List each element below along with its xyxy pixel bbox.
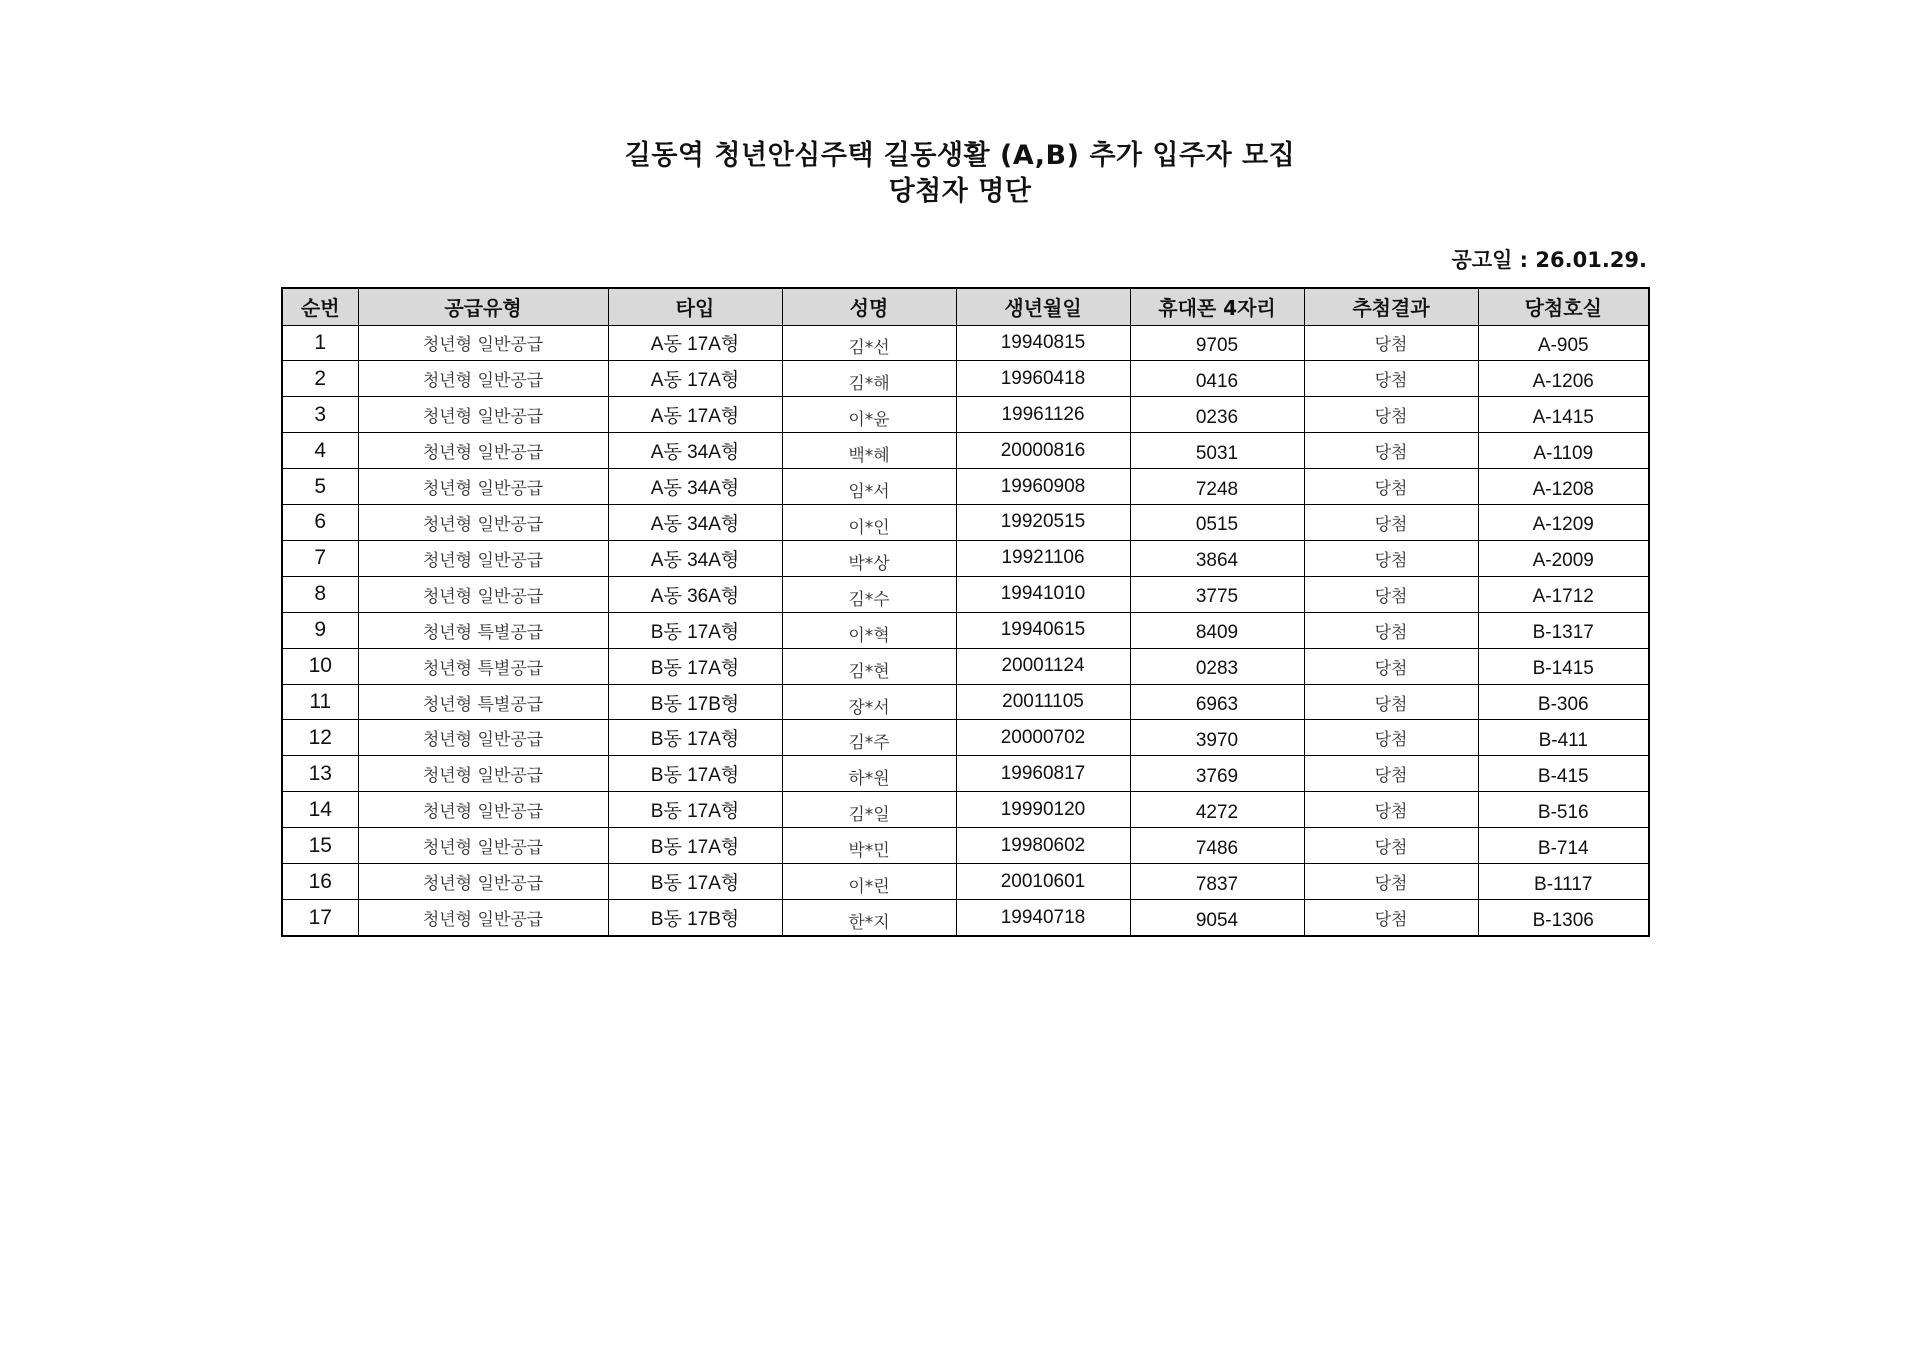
cell-draw-result: 당첨 xyxy=(1304,576,1478,612)
cell-phone-last4: 7486 xyxy=(1130,828,1304,864)
cell-phone-last4: 0236 xyxy=(1130,397,1304,433)
cell-unit-type: A동 34A형 xyxy=(608,433,782,469)
cell-name: 김*해 xyxy=(782,361,956,397)
cell-seq: 15 xyxy=(282,828,358,864)
cell-supply-type: 청년형 일반공급 xyxy=(358,325,608,361)
cell-phone-last4: 5031 xyxy=(1130,433,1304,469)
cell-birthdate: 20011105 xyxy=(956,684,1130,720)
cell-draw-result: 당첨 xyxy=(1304,540,1478,576)
cell-seq: 7 xyxy=(282,540,358,576)
cell-seq: 4 xyxy=(282,433,358,469)
cell-assigned-room: A-2009 xyxy=(1478,540,1649,576)
cell-name: 이*인 xyxy=(782,505,956,541)
cell-name: 김*선 xyxy=(782,325,956,361)
cell-draw-result: 당첨 xyxy=(1304,720,1478,756)
cell-seq: 3 xyxy=(282,397,358,433)
cell-assigned-room: A-1206 xyxy=(1478,361,1649,397)
cell-name: 김*수 xyxy=(782,576,956,612)
cell-unit-type: B동 17A형 xyxy=(608,792,782,828)
cell-birthdate: 20000816 xyxy=(956,433,1130,469)
cell-unit-type: B동 17B형 xyxy=(608,900,782,937)
col-header-unit-type: 타입 xyxy=(608,288,782,325)
cell-draw-result: 당첨 xyxy=(1304,864,1478,900)
col-header-draw-result: 추첨결과 xyxy=(1304,288,1478,325)
cell-assigned-room: B-1306 xyxy=(1478,900,1649,937)
cell-name: 김*현 xyxy=(782,648,956,684)
col-header-seq: 순번 xyxy=(282,288,358,325)
cell-unit-type: A동 34A형 xyxy=(608,505,782,541)
table-row xyxy=(282,540,1649,576)
cell-assigned-room: A-1415 xyxy=(1478,397,1649,433)
cell-birthdate: 19960418 xyxy=(956,361,1130,397)
cell-birthdate: 19941010 xyxy=(956,576,1130,612)
table-row xyxy=(282,397,1649,433)
cell-phone-last4: 7248 xyxy=(1130,469,1304,505)
cell-draw-result: 당첨 xyxy=(1304,325,1478,361)
cell-draw-result: 당첨 xyxy=(1304,505,1478,541)
cell-assigned-room: B-1117 xyxy=(1478,864,1649,900)
cell-seq: 12 xyxy=(282,720,358,756)
cell-name: 장*서 xyxy=(782,684,956,720)
cell-birthdate: 19940718 xyxy=(956,900,1130,937)
notice-date: 공고일 : 26.01.29. xyxy=(1451,248,1647,272)
cell-name: 하*원 xyxy=(782,756,956,792)
cell-draw-result: 당첨 xyxy=(1304,433,1478,469)
table-row xyxy=(282,864,1649,900)
cell-unit-type: B동 17B형 xyxy=(608,684,782,720)
cell-assigned-room: A-1208 xyxy=(1478,469,1649,505)
cell-phone-last4: 9054 xyxy=(1130,900,1304,937)
cell-supply-type: 청년형 일반공급 xyxy=(358,828,608,864)
cell-name: 김*일 xyxy=(782,792,956,828)
table-row xyxy=(282,792,1649,828)
cell-supply-type: 청년형 일반공급 xyxy=(358,361,608,397)
cell-birthdate: 19940615 xyxy=(956,612,1130,648)
cell-unit-type: B동 17A형 xyxy=(608,828,782,864)
cell-phone-last4: 0416 xyxy=(1130,361,1304,397)
cell-draw-result: 당첨 xyxy=(1304,900,1478,937)
table-row xyxy=(282,612,1649,648)
cell-name: 임*서 xyxy=(782,469,956,505)
cell-supply-type: 청년형 일반공급 xyxy=(358,397,608,433)
cell-unit-type: B동 17A형 xyxy=(608,612,782,648)
cell-phone-last4: 3970 xyxy=(1130,720,1304,756)
cell-assigned-room: B-714 xyxy=(1478,828,1649,864)
table-row xyxy=(282,433,1649,469)
cell-seq: 11 xyxy=(282,684,358,720)
cell-assigned-room: B-1317 xyxy=(1478,612,1649,648)
cell-supply-type: 청년형 특별공급 xyxy=(358,612,608,648)
cell-assigned-room: A-905 xyxy=(1478,325,1649,361)
cell-supply-type: 청년형 일반공급 xyxy=(358,469,608,505)
cell-assigned-room: B-415 xyxy=(1478,756,1649,792)
cell-birthdate: 19940815 xyxy=(956,325,1130,361)
cell-unit-type: A동 17A형 xyxy=(608,397,782,433)
cell-seq: 14 xyxy=(282,792,358,828)
cell-draw-result: 당첨 xyxy=(1304,684,1478,720)
table-row xyxy=(282,648,1649,684)
col-header-name: 성명 xyxy=(782,288,956,325)
cell-assigned-room: B-1415 xyxy=(1478,648,1649,684)
cell-draw-result: 당첨 xyxy=(1304,792,1478,828)
cell-phone-last4: 0515 xyxy=(1130,505,1304,541)
cell-birthdate: 20001124 xyxy=(956,648,1130,684)
cell-draw-result: 당첨 xyxy=(1304,648,1478,684)
cell-assigned-room: A-1712 xyxy=(1478,576,1649,612)
table-row xyxy=(282,900,1649,937)
cell-birthdate: 19980602 xyxy=(956,828,1130,864)
cell-name: 이*윤 xyxy=(782,397,956,433)
title-line-1: 길동역 청년안심주택 길동생활 (A,B) 추가 입주자 모집 xyxy=(624,140,1296,171)
cell-phone-last4: 4272 xyxy=(1130,792,1304,828)
cell-birthdate: 19960908 xyxy=(956,469,1130,505)
cell-supply-type: 청년형 일반공급 xyxy=(358,576,608,612)
table-row xyxy=(282,828,1649,864)
cell-supply-type: 청년형 일반공급 xyxy=(358,433,608,469)
cell-seq: 16 xyxy=(282,864,358,900)
cell-draw-result: 당첨 xyxy=(1304,828,1478,864)
cell-seq: 10 xyxy=(282,648,358,684)
cell-seq: 6 xyxy=(282,505,358,541)
cell-unit-type: A동 34A형 xyxy=(608,469,782,505)
col-header-phone-last4: 휴대폰 4자리 xyxy=(1130,288,1304,325)
cell-supply-type: 청년형 일반공급 xyxy=(358,505,608,541)
cell-phone-last4: 0283 xyxy=(1130,648,1304,684)
cell-assigned-room: A-1209 xyxy=(1478,505,1649,541)
cell-name: 박*상 xyxy=(782,540,956,576)
cell-phone-last4: 8409 xyxy=(1130,612,1304,648)
cell-unit-type: A동 17A형 xyxy=(608,361,782,397)
cell-draw-result: 당첨 xyxy=(1304,756,1478,792)
cell-unit-type: B동 17A형 xyxy=(608,756,782,792)
cell-draw-result: 당첨 xyxy=(1304,469,1478,505)
cell-phone-last4: 3864 xyxy=(1130,540,1304,576)
cell-seq: 5 xyxy=(282,469,358,505)
cell-phone-last4: 6963 xyxy=(1130,684,1304,720)
cell-assigned-room: B-411 xyxy=(1478,720,1649,756)
table-row xyxy=(282,576,1649,612)
cell-draw-result: 당첨 xyxy=(1304,612,1478,648)
cell-birthdate: 20000702 xyxy=(956,720,1130,756)
cell-seq: 8 xyxy=(282,576,358,612)
cell-supply-type: 청년형 일반공급 xyxy=(358,900,608,937)
col-header-supply-type: 공급유형 xyxy=(358,288,608,325)
cell-unit-type: A동 34A형 xyxy=(608,540,782,576)
cell-name: 박*민 xyxy=(782,828,956,864)
cell-supply-type: 청년형 일반공급 xyxy=(358,792,608,828)
title-line-2: 당첨자 명단 xyxy=(888,176,1032,207)
cell-seq: 13 xyxy=(282,756,358,792)
table-header-row xyxy=(282,288,1649,325)
cell-birthdate: 19961126 xyxy=(956,397,1130,433)
cell-birthdate: 19990120 xyxy=(956,792,1130,828)
cell-name: 김*주 xyxy=(782,720,956,756)
table-row xyxy=(282,361,1649,397)
cell-unit-type: A동 17A형 xyxy=(608,325,782,361)
cell-supply-type: 청년형 특별공급 xyxy=(358,648,608,684)
cell-birthdate: 19920515 xyxy=(956,505,1130,541)
cell-birthdate: 19921106 xyxy=(956,540,1130,576)
col-header-birthdate: 생년월일 xyxy=(956,288,1130,325)
cell-phone-last4: 7837 xyxy=(1130,864,1304,900)
table-row xyxy=(282,684,1649,720)
cell-name: 백*혜 xyxy=(782,433,956,469)
cell-draw-result: 당첨 xyxy=(1304,361,1478,397)
table-row xyxy=(282,720,1649,756)
cell-assigned-room: B-516 xyxy=(1478,792,1649,828)
cell-supply-type: 청년형 일반공급 xyxy=(358,540,608,576)
cell-name: 이*린 xyxy=(782,864,956,900)
cell-supply-type: 청년형 일반공급 xyxy=(358,864,608,900)
col-header-assigned-room: 당첨호실 xyxy=(1478,288,1649,325)
cell-phone-last4: 3769 xyxy=(1130,756,1304,792)
cell-seq: 9 xyxy=(282,612,358,648)
cell-assigned-room: B-306 xyxy=(1478,684,1649,720)
cell-assigned-room: A-1109 xyxy=(1478,433,1649,469)
cell-seq: 17 xyxy=(282,900,358,937)
table-row xyxy=(282,505,1649,541)
table-row xyxy=(282,325,1649,361)
cell-name: 한*지 xyxy=(782,900,956,937)
winners-table xyxy=(281,287,1650,937)
cell-draw-result: 당첨 xyxy=(1304,397,1478,433)
cell-supply-type: 청년형 특별공급 xyxy=(358,684,608,720)
cell-unit-type: B동 17A형 xyxy=(608,864,782,900)
cell-unit-type: B동 17A형 xyxy=(608,648,782,684)
cell-phone-last4: 9705 xyxy=(1130,325,1304,361)
cell-supply-type: 청년형 일반공급 xyxy=(358,756,608,792)
table-row xyxy=(282,756,1649,792)
cell-unit-type: A동 36A형 xyxy=(608,576,782,612)
cell-supply-type: 청년형 일반공급 xyxy=(358,720,608,756)
table-row xyxy=(282,469,1649,505)
cell-seq: 1 xyxy=(282,325,358,361)
cell-birthdate: 20010601 xyxy=(956,864,1130,900)
cell-name: 이*혁 xyxy=(782,612,956,648)
cell-phone-last4: 3775 xyxy=(1130,576,1304,612)
cell-unit-type: B동 17A형 xyxy=(608,720,782,756)
document-title xyxy=(0,138,1920,210)
cell-seq: 2 xyxy=(282,361,358,397)
cell-birthdate: 19960817 xyxy=(956,756,1130,792)
